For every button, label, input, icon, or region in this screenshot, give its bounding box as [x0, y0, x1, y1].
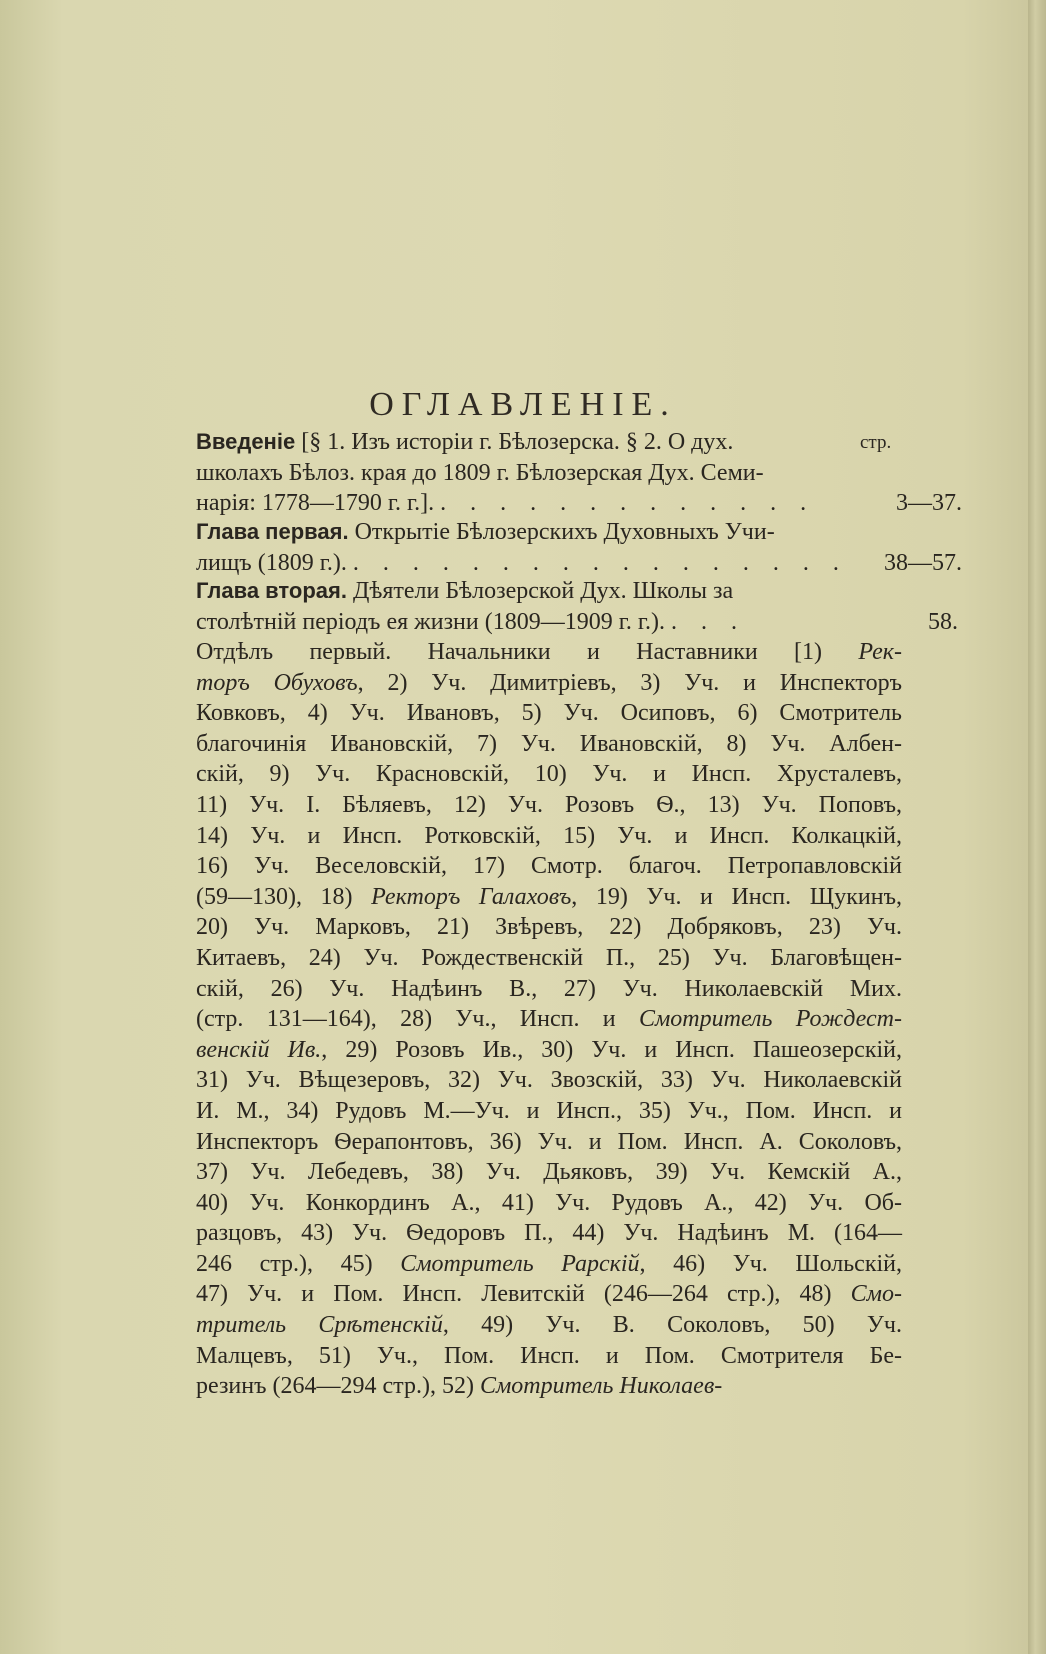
section-line	[196, 698, 902, 729]
section-line	[196, 1157, 902, 1188]
section-text: 37) Уч. Лебедевъ, 38) Уч. Дьяковъ, 39) Уч. Кемскій А.,	[196, 1159, 902, 1186]
toc-entry-pages: 3—37.	[896, 490, 962, 517]
section-line	[196, 1218, 902, 1249]
leader-dots: . . .	[671, 608, 746, 635]
section-text: 40) Уч. Конкординъ А., 41) Уч. Рудовъ А., 42) Уч. Об-	[196, 1189, 902, 1216]
section-line	[196, 912, 902, 943]
section-line	[196, 729, 902, 760]
italic-name: Ректоръ Галаховъ	[371, 883, 572, 910]
page-title: ОГЛАВЛЕНІЕ.	[369, 386, 677, 423]
section-line	[196, 1249, 902, 1280]
section-text: 246 стр.), 45)	[196, 1250, 401, 1277]
section-line	[196, 882, 902, 913]
toc-entry-text: лищъ (1809 г.).	[196, 549, 347, 576]
toc-entry-line	[196, 458, 902, 489]
italic-name: тритель Срѣтенскій	[196, 1312, 443, 1339]
page-column-label: стр.	[860, 432, 892, 453]
section-line	[196, 1371, 902, 1402]
section-text: (стр. 131—164), 28) Уч., Инсп. и	[196, 1006, 639, 1033]
section-text: 11) Уч. І. Бѣляевъ, 12) Уч. Розовъ Ѳ., 13) Уч. Поповъ,	[196, 791, 902, 818]
section-text: 20) Уч. Марковъ, 21) Звѣревъ, 22) Добряковъ, 23) Уч.	[196, 914, 902, 941]
italic-name: торъ Обуховъ	[196, 669, 358, 696]
toc-entry-heading: Введеніе	[196, 429, 296, 454]
leader-dots: . . . . . . . . . . . . .	[440, 490, 816, 517]
section-line	[196, 1341, 902, 1372]
section-line	[196, 974, 902, 1005]
section-text: резинъ (264—294 стр.), 52)	[196, 1373, 480, 1400]
section-text: , 46) Уч. Шольскій,	[639, 1250, 903, 1277]
toc-entry-line	[196, 517, 902, 548]
section-line	[196, 1188, 902, 1219]
section-line	[196, 1004, 902, 1035]
section-text: , 19) Уч. и Инсп. Щукинъ,	[571, 883, 902, 910]
section-line	[196, 1035, 902, 1066]
section-line	[196, 1096, 902, 1127]
toc-entry-text: столѣтній періодъ ея жизни (1809—1909 г. г.).	[196, 608, 665, 635]
section-text: 16) Уч. Веселовскій, 17) Смотр. благоч. Петропавловскій	[196, 853, 902, 880]
section-text: благочинія Ивановскій, 7) Уч. Ивановскій, 8) Уч. Албен-	[196, 730, 902, 757]
leader-dots: . . . . . . . . . . . . . . . . .	[352, 549, 848, 576]
toc-entry-heading: Глава первая.	[196, 519, 349, 544]
section-line	[196, 1065, 902, 1096]
section-line	[196, 1279, 902, 1310]
toc-entry-line	[196, 548, 962, 579]
section-text: 31) Уч. Вѣщезеровъ, 32) Уч. Звозскій, 33) Уч. Николаевскій	[196, 1067, 902, 1094]
toc-entry-chapter-one	[196, 517, 962, 578]
section-line	[196, 1127, 902, 1158]
section-line	[196, 851, 902, 882]
italic-name: Рек-	[858, 639, 902, 665]
section-text: разцовъ, 43) Уч. Ѳедоровъ П., 44) Уч. Надѣинъ М. (164—	[196, 1220, 902, 1247]
toc-entry-heading: Глава вторая.	[196, 578, 347, 603]
section-text: , 2) Уч. Димитріевъ, 3) Уч. и Инспекторъ	[357, 669, 902, 696]
section-line	[196, 1310, 902, 1341]
toc-entry-text: нарія: 1778—1790 г. г.].	[196, 490, 435, 517]
toc-entry-text: школахъ Бѣлоз. края до 1809 г. Бѣлозерская Дух. Семи-	[196, 459, 764, 486]
section-text: скій, 9) Уч. Красновскій, 10) Уч. и Инсп. Хрусталевъ,	[196, 761, 902, 788]
section-text: 14) Уч. и Инсп. Ротковскій, 15) Уч. и Инсп. Колкацкій,	[196, 822, 902, 849]
section-text: И. М., 34) Рудовъ М.—Уч. и Инсп., 35) Уч., Пом. Инсп. и	[196, 1097, 902, 1124]
section-text: , 49) Уч. В. Соколовъ, 50) Уч.	[442, 1312, 902, 1339]
toc-entry-line	[196, 488, 962, 519]
section-text: Инспекторъ Ѳерапонтовъ, 36) Уч. и Пом. Инсп. А. Соколовъ,	[196, 1128, 902, 1155]
toc-entry-pages: 58.	[928, 608, 958, 635]
section-line	[196, 759, 902, 790]
section-text: , 29) Розовъ Ив., 30) Уч. и Инсп. Пашеозерскій,	[321, 1036, 902, 1063]
toc-entry-text: Дѣятели Бѣлозерской Дух. Школы за	[352, 578, 734, 604]
toc-entry-introduction	[196, 427, 962, 519]
section-text: Малцевъ, 51) Уч., Пом. Инсп. и Пом. Смотрителя Бе-	[196, 1342, 902, 1369]
toc-entry-line	[196, 576, 902, 607]
section-text: Отдѣлъ первый. Начальники и Наставники [1)	[196, 639, 859, 665]
page-edge	[1028, 0, 1046, 1654]
toc-entry-line	[196, 427, 902, 458]
section-part-one	[196, 637, 902, 1402]
section-line	[196, 821, 902, 852]
italic-name: Смотритель Рождест-	[638, 1006, 902, 1033]
section-line	[196, 637, 902, 668]
toc-entry-pages: 38—57.	[884, 549, 962, 576]
section-text: Китаевъ, 24) Уч. Рождественскій П., 25) Уч. Благовѣщен-	[196, 944, 902, 971]
section-text: скій, 26) Уч. Надѣинъ В., 27) Уч. Николаевскій Мих.	[196, 975, 902, 1002]
section-text: Ковковъ, 4) Уч. Ивановъ, 5) Уч. Осиповъ, 6) Смотритель	[196, 700, 902, 727]
toc-entry-text: Открытіе Бѣлозерскихъ Духовныхъ Учи-	[354, 519, 775, 545]
section-line	[196, 668, 902, 699]
section-line	[196, 943, 902, 974]
section-text: 47) Уч. и Пом. Инсп. Левитскій (246—264 стр.), 48)	[196, 1281, 851, 1308]
italic-name: Смо-	[850, 1281, 902, 1308]
toc-entry-chapter-two	[196, 576, 958, 637]
toc-entry-text: [§ 1. Изъ исторіи г. Бѣлозерска. § 2. О дух.	[301, 429, 734, 455]
toc-entry-line	[196, 607, 958, 638]
italic-name: Смотритель Рарскій	[400, 1250, 640, 1277]
section-text: (59—130), 18)	[196, 883, 372, 910]
section-line	[196, 790, 902, 821]
italic-name: венскій Ив.	[196, 1036, 322, 1063]
italic-name: Смотритель Николаев-	[479, 1373, 723, 1400]
